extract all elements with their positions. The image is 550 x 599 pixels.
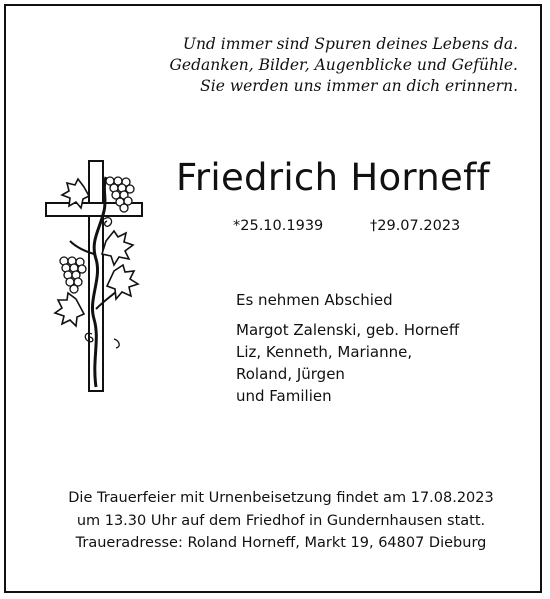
service-line: um 13.30 Uhr auf dem Friedhof in Gundernhausen statt. (76, 512, 486, 529)
birth-date: *25.10.1939 (233, 218, 324, 234)
mourner-line: Liz, Kenneth, Marianne, (236, 343, 413, 361)
quote-line: Gedanken, Bilder, Augenblicke und Gefühle. (169, 56, 518, 74)
mourner-line: Roland, Jürgen (236, 365, 345, 383)
service-line: Die Trauerfeier mit Urnenbeisetzung findet am 17.08.2023 (68, 490, 494, 506)
deceased-name: Friedrich Horneff (176, 156, 490, 199)
cross-with-grapevine-icon (44, 159, 154, 394)
memorial-quote (98, 34, 518, 97)
mourner-line: und Familien (236, 387, 332, 405)
mourner-line: Margot Zalenski, geb. Horneff (236, 321, 460, 339)
service-address: Traueradresse: Roland Horneff, Markt 19, 64807 Dieburg (75, 535, 487, 551)
quote-line: Und immer sind Spuren deines Lebens da. (182, 35, 518, 53)
mourners-intro: Es nehmen Abschied (236, 291, 393, 309)
funeral-service-info (26, 487, 536, 555)
life-dates (233, 218, 533, 234)
death-date: †29.07.2023 (370, 218, 461, 234)
mourners-names (236, 319, 536, 407)
quote-line: Sie werden uns immer an dich erinnern. (200, 77, 518, 95)
obituary-card (4, 4, 542, 593)
mourners-block (236, 289, 536, 407)
